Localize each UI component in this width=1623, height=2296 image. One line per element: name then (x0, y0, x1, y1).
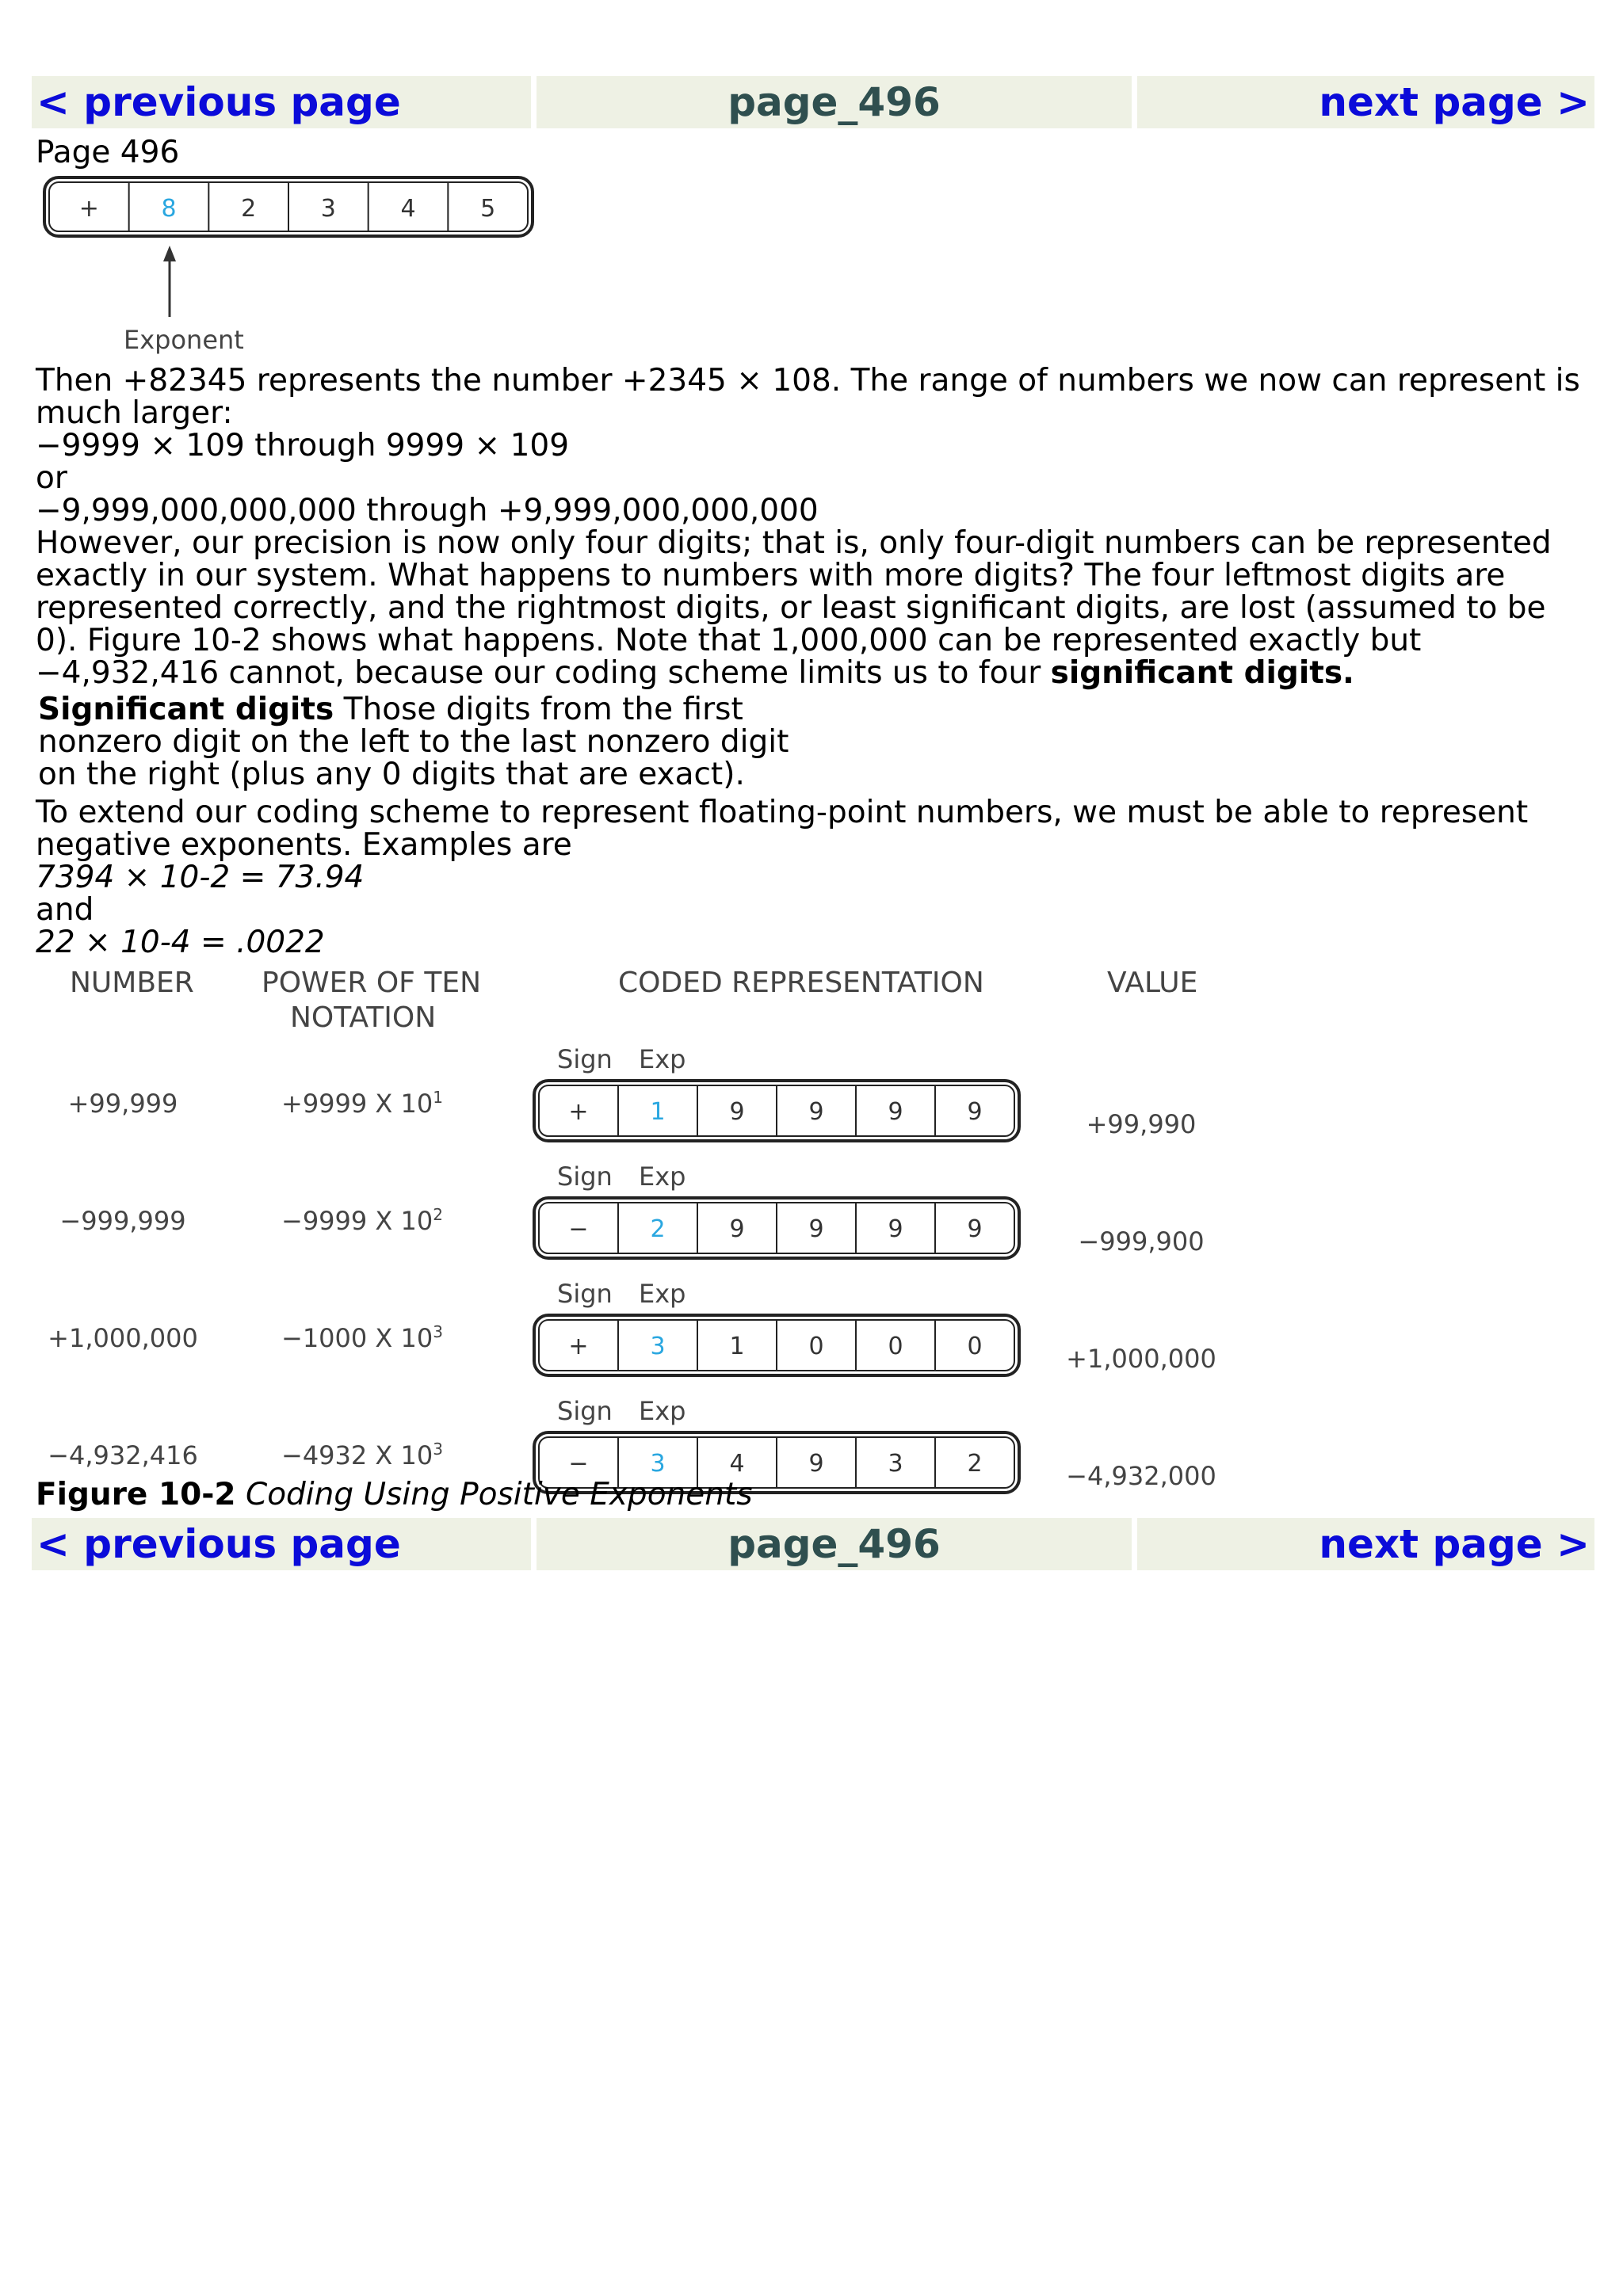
paragraph-2-text: However, our precision is now only four digits; that is, only four-digit numbers can be represented exactly in our system. What happens to numbers with more digits? The four leftmost digits are represented correctly, and the rightmost digits, or least significant digits, are lost (assumed to be 0). Figure 10-2 shows what happens. Note that 1,000,000 can be represented exactly but −4,932,416 cannot, because our coding scheme limits us to four (36, 525, 1552, 691)
coded-cell: − (568, 1450, 589, 1478)
power-notation (281, 1088, 443, 1119)
power-base: −9999 X 10 (281, 1206, 433, 1236)
previous-page-link[interactable]: < previous page (32, 76, 531, 128)
register-cell: 4 (400, 195, 416, 223)
figure-caption-title: Coding Using Positive Exponents (235, 1477, 753, 1512)
power-base: +9999 X 10 (281, 1089, 433, 1119)
coded-cell: 4 (729, 1450, 745, 1478)
definition-text: Those digits from the first nonzero digit on the left to the last nonzero digit on the right (plus any 0 digits that are exact). (38, 692, 789, 792)
coded-cell: 3 (888, 1450, 903, 1478)
coded-cell: 3 (650, 1333, 666, 1360)
figure-10-2 (32, 959, 1252, 1491)
page-label-bottom: page_496 (537, 1518, 1132, 1570)
power-base: −1000 X 10 (281, 1323, 433, 1353)
coded-cell: 9 (888, 1215, 903, 1243)
power-notation (281, 1440, 443, 1470)
header-number: NUMBER (70, 967, 194, 999)
power-notation (281, 1322, 443, 1353)
coded-cell: 0 (967, 1333, 983, 1360)
power-exponent: 1 (433, 1088, 443, 1107)
power-exponent: 3 (433, 1440, 443, 1459)
sign-label: Sign (557, 1044, 613, 1074)
or-text: or (36, 460, 67, 496)
coded-cell: 1 (729, 1333, 745, 1360)
bottom-nav (32, 1518, 1594, 1570)
number-value: +99,999 (67, 1089, 178, 1119)
coded-cell: 9 (808, 1215, 824, 1243)
figure-row (68, 1044, 1197, 1141)
power-exponent: 3 (433, 1322, 443, 1341)
figure-caption (36, 1478, 1589, 1511)
coded-cell: 2 (650, 1215, 666, 1243)
exponent-arrow-label: Exponent (124, 325, 244, 355)
coded-cell: + (568, 1333, 589, 1360)
value-result: −4,932,000 (1066, 1461, 1216, 1491)
header-coded: CODED REPRESENTATION (618, 967, 984, 999)
value-result: −999,900 (1078, 1226, 1205, 1257)
coded-cell: 9 (967, 1215, 983, 1243)
power-exponent: 2 (433, 1205, 443, 1224)
coded-cell: − (568, 1215, 589, 1243)
next-page-link[interactable]: next page > (1137, 76, 1594, 128)
figure-caption-label: Figure 10-2 (36, 1477, 236, 1512)
coded-cell: 3 (650, 1450, 666, 1478)
sign-label: Sign (557, 1279, 613, 1309)
paragraph-2 (36, 527, 1589, 689)
previous-page-link-bottom[interactable]: < previous page (32, 1518, 531, 1570)
coded-cell: 9 (967, 1098, 983, 1126)
number-value: −4,932,416 (48, 1440, 198, 1470)
header-power-line2: NOTATION (290, 1001, 437, 1034)
header-power-line1: POWER OF TEN (262, 967, 481, 999)
exp-label: Exp (639, 1044, 686, 1074)
top-nav (32, 76, 1594, 128)
register-cell: 2 (241, 195, 257, 223)
page-number: Page 496 (36, 135, 180, 170)
coded-cell: 1 (650, 1098, 666, 1126)
number-value: +1,000,000 (48, 1323, 198, 1353)
figure-row (48, 1279, 1216, 1375)
exponent-register-figure (41, 173, 540, 363)
example-1: 7394 × 10-2 = 73.94 (36, 860, 365, 895)
value-result: +1,000,000 (1066, 1344, 1216, 1374)
sign-label: Sign (557, 1396, 613, 1426)
exp-label: Exp (639, 1161, 686, 1192)
register-cell: 8 (161, 195, 177, 223)
coded-cell: 9 (729, 1098, 745, 1126)
figure-row (59, 1161, 1204, 1258)
definition-term: Significant digits (38, 692, 334, 727)
value-result: +99,990 (1086, 1109, 1197, 1139)
and-text: and (36, 892, 94, 928)
paragraph-3: To extend our coding scheme to represent floating-point numbers, we must be able to represent negative exponents. Examples are (36, 795, 1529, 863)
range-line-2: −9,999,000,000,000 through +9,999,000,000,000 (36, 493, 819, 528)
next-page-link-bottom[interactable]: next page > (1137, 1518, 1594, 1570)
coded-cell: 0 (808, 1333, 824, 1360)
coded-cell: 0 (888, 1333, 903, 1360)
number-value: −999,999 (59, 1206, 186, 1236)
register-cell: 3 (320, 195, 336, 223)
coded-cell: 2 (967, 1450, 983, 1478)
power-notation (281, 1205, 443, 1236)
exp-label: Exp (639, 1279, 686, 1309)
header-value: VALUE (1107, 967, 1198, 999)
significant-digits-term: significant digits. (1050, 655, 1354, 691)
range-line-1: −9999 × 109 through 9999 × 109 (36, 428, 570, 463)
coded-cell: 9 (808, 1098, 824, 1126)
coded-cell: 9 (729, 1215, 745, 1243)
definition-box (38, 693, 799, 791)
coded-cell: + (568, 1098, 589, 1126)
register-cell: + (78, 195, 99, 223)
coded-cell: 9 (808, 1450, 824, 1478)
coded-cell: 9 (888, 1098, 903, 1126)
exp-label: Exp (639, 1396, 686, 1426)
paragraph-1: Then +82345 represents the number +2345 × 108. The range of numbers we now can represent is much larger: (36, 363, 1580, 431)
example-2: 22 × 10-4 = .0022 (36, 925, 325, 960)
page-label: page_496 (537, 76, 1132, 128)
power-base: −4932 X 10 (281, 1440, 433, 1470)
sign-label: Sign (557, 1161, 613, 1192)
register-cell: 5 (480, 195, 496, 223)
